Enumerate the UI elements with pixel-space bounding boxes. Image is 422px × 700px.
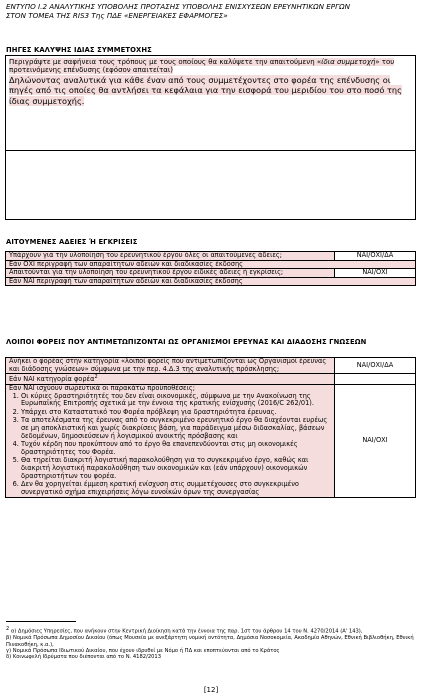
table-row [6, 277, 416, 286]
footnote-line: δ) Κοινωφελή Ιδρύματα που διέπονται από το Ν. 4182/2013 [6, 654, 162, 661]
body-category-label: Εάν ΝΑΙ κατηγορία φορέα$^2$ [6, 374, 335, 385]
permits-question-4[interactable]: Εάν ΝΑΙ περιγραφή των απαραίτητων αδειών και διαδικασίες έκδοσης [6, 277, 416, 286]
own-contribution-prompt: Περιγράψτε με σαφήνεια τους τρόπους με τους οποίους θα καλύψετε την απαιτούμενη «ίδια συμμετοχή» του προτεινόμενης επένδυσης (εφόσον απαιτείται) [9, 58, 395, 75]
conditions-intro: Εάν ΝΑΙ ισχύουν σωρευτικά οι παρακάτω προϋποθέσεις; [9, 383, 195, 392]
table-row [6, 252, 416, 261]
own-contribution-instructions [6, 56, 415, 106]
permits-answer-3[interactable]: ΝΑΙ/ΟΧΙ [335, 269, 416, 278]
footnote-line: β) Νομικά Πρόσωπα Δημοσίου Δικαίου (όπως Μουσεία με ανεξάρτητη νομική οντότητα, Δημόσια Νοσοκομεία, Ακαδημία Αθηνών, Εθνική Βιβλιοθήκη, Εθνική Πινακοθήκη, κ.α.), [6, 635, 414, 648]
permits-question-2[interactable]: Εάν ΟΧΙ περιγραφή των απαραίτητων αδειών και διαδικασίες έκδοσης [6, 260, 416, 269]
box-divider [6, 150, 415, 151]
permits-question-1: Υπάρχουν για την υλοποίηση του ερευνητικού έργου όλες οι απαιτούμενες άδειες; [6, 252, 335, 261]
conditions-cell [6, 384, 335, 497]
list-item: 3. Τα αποτελέσματα της έρευνας από το συγκεκριμένο ερευνητικό έργο θα διαχέονται ευρέως σε μη αποκλειστική και χωρίς διακρίσεις βάση, για παράδειγμα μέσω διδασκαλίας, βάσεων δεδομένων, δημοσιεύσεων ή λογισμικού ανοικτής πρόσβασης και [21, 417, 331, 440]
other-bodies-answer[interactable]: ΝΑΙ/ΟΧΙ/ΔΑ [335, 358, 416, 374]
table-row [6, 269, 416, 278]
conditions-answer[interactable]: ΝΑΙ/ΟΧΙ [335, 384, 416, 497]
own-contribution-detail: Δηλώνοντας αναλυτικά για κάθε έναν από τους συμμετέχοντες στο φορέα της επένδυσης οι πηγές από τις οποίες θα αντλήσει τα κεφάλαια για την εισφορά του μεριδίου του στο ποσό της ίδιας συμμετοχής. [9, 74, 402, 106]
list-item: 2. Υπάρχει στο Καταστατικό του Φορέα πρόβλεψη για δραστηριότητα έρευνας. [21, 409, 331, 417]
table-row [6, 374, 416, 385]
permits-question-3: Απαιτούνται για την υλοποίηση του ερευνητικού έργου ειδικές άδειες ή εγκρίσεις; [6, 269, 335, 278]
permits-table [5, 251, 416, 286]
table-row [6, 384, 416, 497]
footnote-line: γ) Νομικά Πρόσωπα Ιδιωτικού Δικαίου, που έχουν ιδρυθεί με Νόμο ή ΠΔ και εποπτεύονται από το Κράτος [6, 647, 280, 654]
other-bodies-question: Ανήκει ο φορέας στην κατηγορία «λοιποί φορείς που αντιμετωπίζονται ως Οργανισμοί έρευνας και διάδοσης γνώσεων» σύμφωνα με την περ. 4.Δ.3 της αναλυτικής πρόσκλησης; [6, 358, 335, 374]
table-row [6, 358, 416, 374]
other-bodies-table [5, 357, 416, 498]
form-header [6, 3, 416, 20]
own-contribution-box[interactable] [5, 55, 416, 220]
list-item: 4. Τυχόν κέρδη που προκύπτουν από το έργο θα επανεπενδύονται στις μη οικονομικές δραστηριότητες του Φορέα. [21, 441, 331, 456]
body-category-value[interactable] [335, 374, 416, 385]
page-number: [12] [203, 686, 219, 694]
section-title-permits: ΑΙΤΟΥΜΕΝΕΣ ΑΔΕΙΕΣ Ή ΕΓΚΡΙΣΕΙΣ [6, 238, 138, 246]
form-header-line-1: ΕΝΤΥΠΟ Ι.2 ΑΝΑΛΥΤΙΚΗΣ ΥΠΟΒΟΛΗΣ ΠΡΟΤΑΣΗΣ ΥΠΟΒΟΛΗΣ ΕΝΙΣΧΥΣΕΩΝ ΕΡΕΥΝΗΤΙΚΩΝ ΕΡΓΩΝ [6, 2, 350, 11]
conditions-list [9, 393, 331, 497]
list-item: 5. Θα τηρείται διακριτή λογιστική παρακολούθηση για το συγκεκριμένο έργο, καθώς και διακριτή λογιστική παρακολούθηση των οικονομικών και (εάν υπάρχουν) οικονομικών δραστηριοτήτων του φορέα. [21, 457, 331, 480]
footnote-line: $^2$ α) Δημόσιες Υπηρεσίες, που ανήκουν στην Κεντρική Διοίκηση κατά την έννοια της παρ. 1στ του άρθρου 14 του Ν. 4270/2014 (Α' 143), [6, 626, 363, 635]
list-item: 1. Οι κύριες δραστηριότητές του δεν είναι οικονομικές, σύμφωνα με την Ανακοίνωση της Ευρωπαϊκής Επιτροπής σχετικά με την έννοια της κρατικής ενίσχυσης (2016/C 262/01). [21, 393, 331, 408]
permits-answer-1[interactable]: ΝΑΙ/ΟΧΙ/ΔΑ [335, 252, 416, 261]
footnote [6, 626, 416, 661]
footnote-rule [6, 621, 76, 622]
section-title-other-bodies: ΛΟΙΠΟΙ ΦΟΡΕΙΣ ΠΟΥ ΑΝΤΙΜΕΤΩΠΙΖΟΝΤΑΙ ΩΣ ΟΡΓΑΝΙΣΜΟΙ ΕΡΕΥΝΑΣ ΚΑΙ ΔΙΑΔΟΣΗΣ ΓΝΩΣΕΩΝ [6, 338, 367, 346]
section-title-own-contribution: ΠΗΓΕΣ ΚΑΛΥΨΗΣ ΙΔΙΑΣ ΣΥΜΜΕΤΟΧΗΣ [6, 46, 152, 54]
footnote-ref: 2 [94, 374, 98, 381]
list-item: 6. Δεν θα χορηγείται έμμεση κρατική ενίσχυση στις συμμετέχουσες στο συγκεκριμένο συνεργατικό σχήμα επιχειρήσεις λόγω ευνοϊκών όρων της συνεργασίας [21, 481, 331, 496]
form-header-line-2: ΣΤΟΝ ΤΟΜΕΑ ΤΗΣ RIS3 Της ΠΔΕ «ΕΝΕΡΓΕΙΑΚΕΣ ΕΦΑΡΜΟΓΕΣ» [6, 10, 228, 20]
